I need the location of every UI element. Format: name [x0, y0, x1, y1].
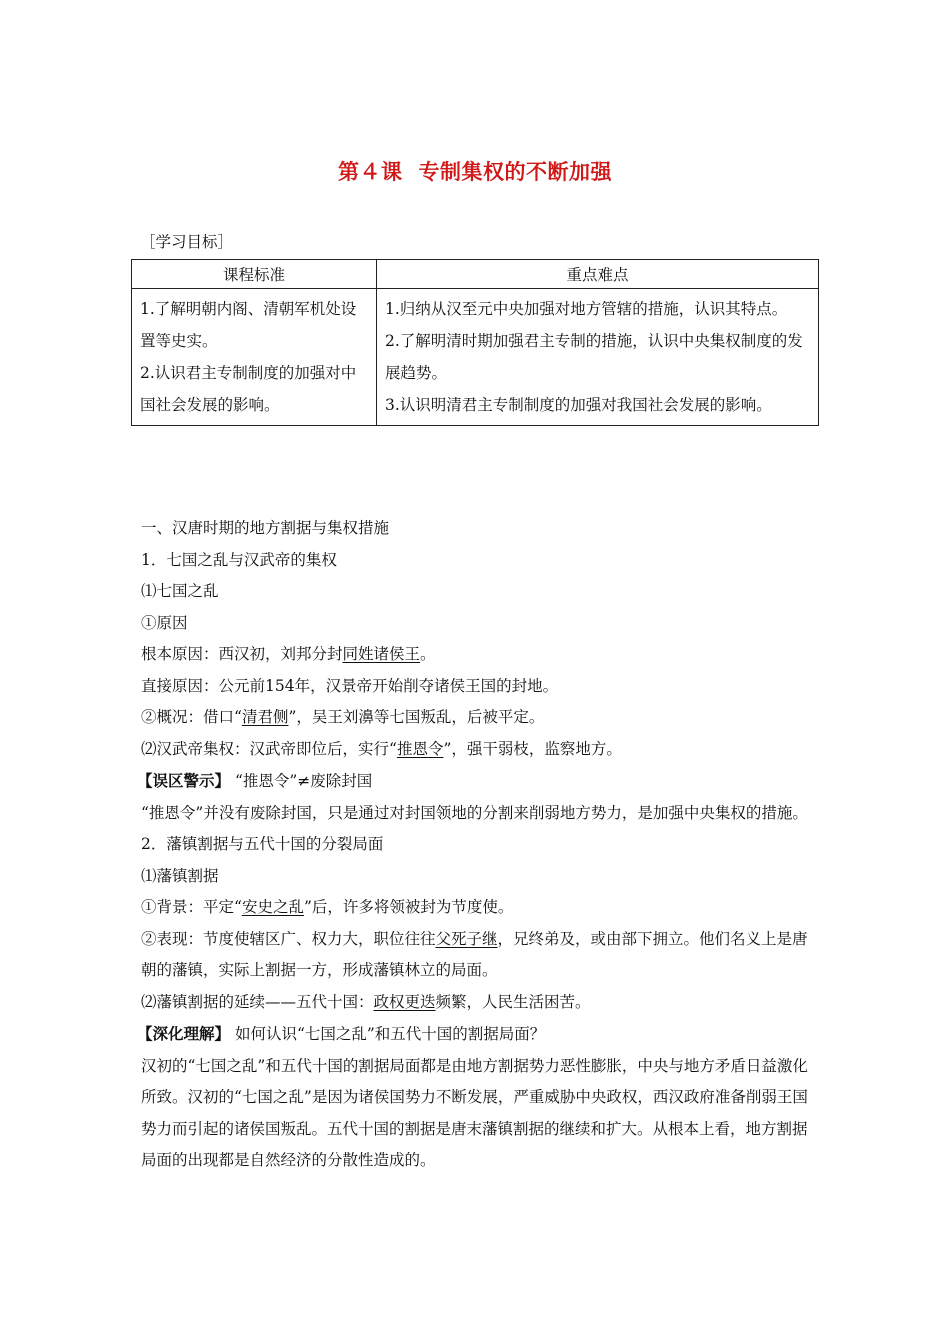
underlined-keyword: 推恩令: [396, 739, 444, 758]
lesson-title: [0, 156, 950, 186]
warning-title: “推恩令”≠废除封国: [234, 772, 373, 790]
underlined-keyword: 清君侧: [241, 708, 289, 726]
section-heading: 一、汉唐时期的地方割据与集权措施: [141, 519, 390, 537]
table-row: [132, 289, 819, 426]
wudi-line: ⑵汉武帝集权：汉武帝即位后，实行“推恩令”，强干弱枝，监察地方。: [141, 739, 622, 758]
lesson-name: 专制集权的不断加强: [418, 160, 612, 184]
sub-item-heading: ⑴七国之乱: [141, 582, 219, 600]
lesson-number: 第４课: [338, 160, 403, 184]
standard-item: 2.认识君主专制制度的加强对中国社会发展的影响。: [140, 364, 357, 414]
underlined-keyword: 政权更迭: [373, 992, 436, 1011]
sub-item-heading: ⑴藩镇割据: [141, 866, 219, 885]
warning-heading: [137, 765, 821, 798]
extension-line: ⑵藩镇割据的延续——五代十国：政权更迭频繁，人民生活困苦。: [141, 992, 591, 1011]
course-standard-cell: [132, 289, 377, 426]
standard-item: 1.了解明朝内阁、清朝军机处设置等史实。: [140, 300, 357, 350]
underlined-keyword: 父死子继: [435, 929, 498, 948]
subsection-heading: 2．藩镇割据与五代十国的分裂局面: [141, 835, 384, 853]
key-points-cell: [377, 289, 819, 426]
deep-tag: 【深化理解】: [137, 1024, 231, 1043]
key-point-item: 2.了解明清时期加强君主专制的措施，认识中央集权制度的发展趋势。: [385, 332, 803, 382]
header-course-standard: 课程标准: [132, 260, 377, 289]
warning-tag: 【误区警示】: [137, 771, 231, 790]
warning-text: “推恩令”并没有废除封国，只是通过对封国领地的分割来削弱地方势力，是加强中央集权的措施。: [141, 803, 808, 822]
header-key-points: 重点难点: [377, 260, 819, 289]
background-line: ①背景：平定“安史之乱”后，许多将领被封为节度使。: [141, 898, 514, 916]
underlined-keyword: 同姓诸侯王: [342, 645, 421, 663]
table-header-row: [132, 260, 819, 289]
subsection-heading: 1．七国之乱与汉武帝的集权: [141, 550, 337, 569]
learning-goals-label: ［学习目标］: [140, 233, 234, 251]
deep-heading: [137, 1018, 821, 1051]
learning-goals-table: [131, 259, 819, 426]
deep-text: 汉初的“七国之乱”和五代十国的割据局面都是由地方割据势力恶性膨胀，中央与地方矛盾日益激化所致。汉初的“七国之乱”是因为诸侯国势力不断发展，严重威胁中央政权，西汉政府准备削弱王国势力而引起的诸侯国叛乱。五代十国的割据是唐末藩镇割据的继续和扩大。从根本上看，地方割据局面的出现都是自然经济的分散性造成的。: [141, 1056, 808, 1169]
main-content: [137, 513, 821, 1177]
key-point-item: 1.归纳从汉至元中央加强对地方管辖的措施，认识其特点。: [385, 300, 788, 318]
direct-cause-line: 直接原因：公元前154年，汉景帝开始削夺诸侯王国的封地。: [141, 676, 559, 695]
underlined-keyword: 安史之乱: [241, 898, 304, 916]
point-heading: ①原因: [141, 613, 188, 632]
deep-title: 如何认识“七国之乱”和五代十国的割据局面？: [234, 1025, 546, 1043]
manifestation-line: ②表现：节度使辖区广、权力大，职位往往父死子继，兄终弟及，或由部下拥立。他们名义上是唐朝的藩镇，实际上割据一方，形成藩镇林立的局面。: [141, 929, 808, 979]
overview-line: ②概况：借口“清君侧”，吴王刘濞等七国叛乱，后被平定。: [141, 708, 545, 726]
root-cause-line: 根本原因：西汉初，刘邦分封同姓诸侯王。: [141, 645, 436, 663]
key-point-item: 3.认识明清君主专制制度的加强对我国社会发展的影响。: [385, 396, 772, 414]
